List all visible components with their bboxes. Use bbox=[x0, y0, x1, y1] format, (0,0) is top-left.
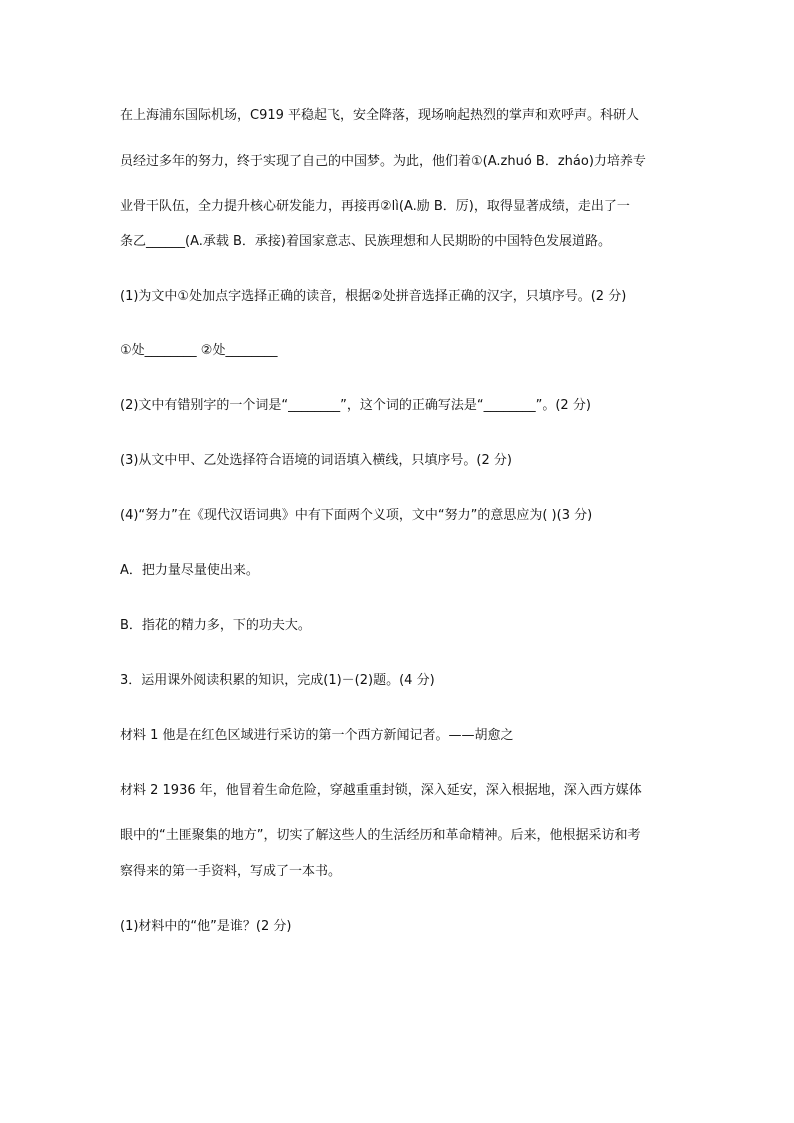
material-2-line-2: 眼中的“土匪聚集的地方”，切实了解这些人的生活经历和革命精神。后来，他根据采访和考 bbox=[120, 828, 641, 843]
question-3: (3)从文中甲、乙处选择符合语境的词语填入横线，只填序号。(2 分) bbox=[120, 453, 512, 468]
material-2-line-3: 察得来的第一手资料，写成了一本书。 bbox=[120, 864, 342, 879]
option-b: B．指花的精力多，下的功夫大。 bbox=[120, 618, 311, 633]
passage-line-2: 员经过多年的努力，终于实现了自己的中国梦。为此，他们着①(A.zhuó B．zháo)力培养专 bbox=[120, 154, 646, 169]
material-1: 材料 1 他是在红色区域进行采访的第一个西方新闻记者。——胡愈之 bbox=[120, 728, 514, 743]
question-4: (4)“努力”在《现代汉语词典》中有下面两个义项，文中“努力”的意思应为( )(3 分) bbox=[120, 508, 593, 523]
question-3-1: (1)材料中的“他”是谁？(2 分) bbox=[120, 919, 292, 934]
material-2-line-1: 材料 2 1936 年，他冒着生命危险，穿越重重封锁，深入延安，深入根据地，深入西方媒体 bbox=[120, 783, 642, 798]
option-a: A．把力量尽量使出来。 bbox=[120, 563, 259, 578]
passage-line-4: 条乙______(A.承载 B．承接)着国家意志、民族理想和人民期盼的中国特色发展道路。 bbox=[120, 234, 611, 249]
section-3-title: 3．运用课外阅读积累的知识，完成(1)－(2)题。(4 分) bbox=[120, 673, 435, 688]
question-2: (2)文中有错别字的一个词是“________”，这个词的正确写法是“________”。(2 分) bbox=[120, 398, 591, 413]
answer-blanks-1: ①处________ ②处________ bbox=[120, 343, 278, 358]
passage-line-1: 在上海浦东国际机场，C919 平稳起飞，安全降落，现场响起热烈的掌声和欢呼声。科研人 bbox=[120, 108, 640, 123]
question-1: (1)为文中①处加点字选择正确的读音，根据②处拼音选择正确的汉字，只填序号。(2 分) bbox=[120, 289, 627, 304]
passage-line-3: 业骨干队伍，全力提升核心研发能力，再接再②lì(A.励 B．厉)，取得显著成绩，走出了一 bbox=[120, 199, 630, 214]
